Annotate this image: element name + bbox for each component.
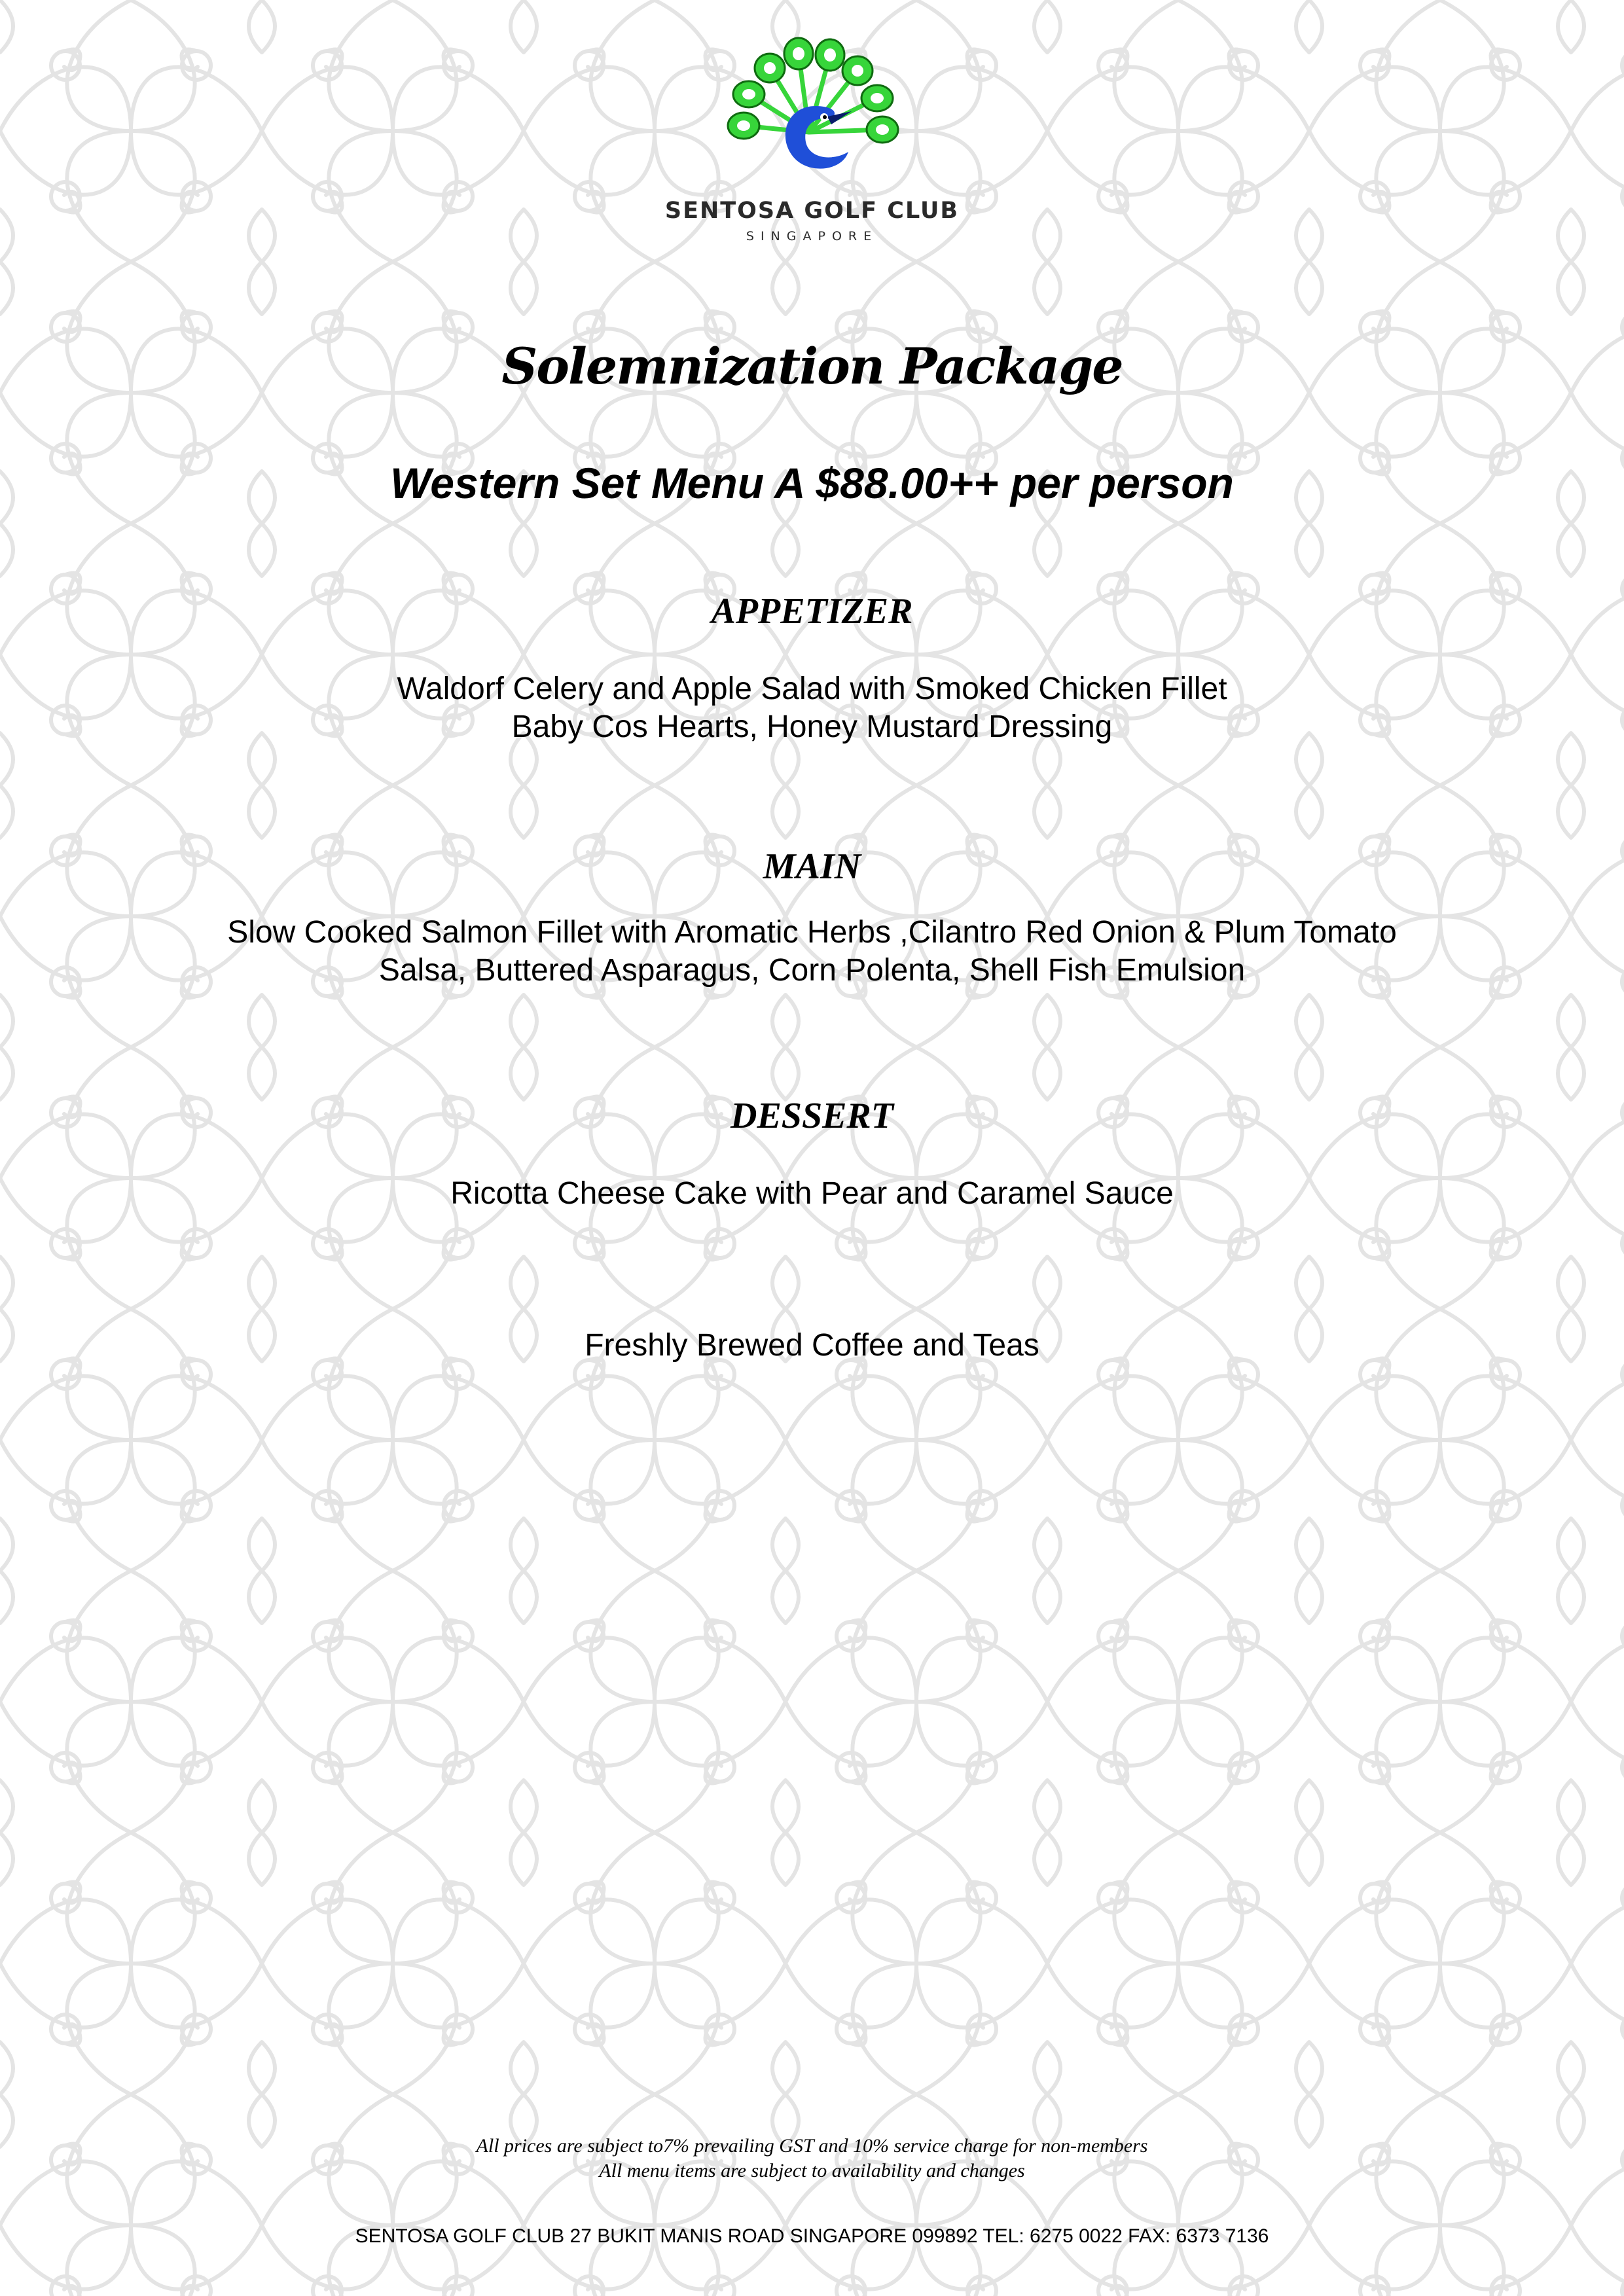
menu-title: Western Set Menu A $88.00++ per person	[390, 459, 1234, 507]
peacock-body	[785, 106, 852, 169]
dessert-line-1: Ricotta Cheese Cake with Pear and Caramel Sauce	[450, 1176, 1174, 1211]
appetizer-line-2: Baby Cos Hearts, Honey Mustard Dressing	[511, 709, 1113, 744]
beverage-line: Freshly Brewed Coffee and Teas	[585, 1328, 1039, 1363]
appetizer-heading: APPETIZER	[711, 591, 913, 632]
footnote-availability: All menu items are subject to availability and changes	[599, 2160, 1025, 2181]
peacock-feathers	[728, 38, 898, 143]
footnote-pricing: All prices are subject to7% prevailing GST and 10% service charge for non-members	[476, 2135, 1148, 2157]
brand-name: SENTOSA GOLF CLUB	[664, 198, 960, 224]
brand-location: SINGAPORE	[746, 229, 878, 243]
page-title: Solemnization Package	[501, 337, 1123, 395]
dessert-heading: DESSERT	[731, 1096, 893, 1136]
main-line-1: Slow Cooked Salmon Fillet with Aromatic Herbs ,Cilantro Red Onion & Plum Tomato	[227, 915, 1397, 950]
main-heading: MAIN	[763, 846, 861, 887]
appetizer-line-1: Waldorf Celery and Apple Salad with Smoked Chicken Fillet	[397, 672, 1227, 706]
peacock-logo-icon	[717, 34, 907, 178]
main-line-2: Salsa, Buttered Asparagus, Corn Polenta, Shell Fish Emulsion	[378, 953, 1246, 988]
footer-address: SENTOSA GOLF CLUB 27 BUKIT MANIS ROAD SINGAPORE 099892 TEL: 6275 0022 FAX: 6373 7136	[355, 2225, 1269, 2247]
